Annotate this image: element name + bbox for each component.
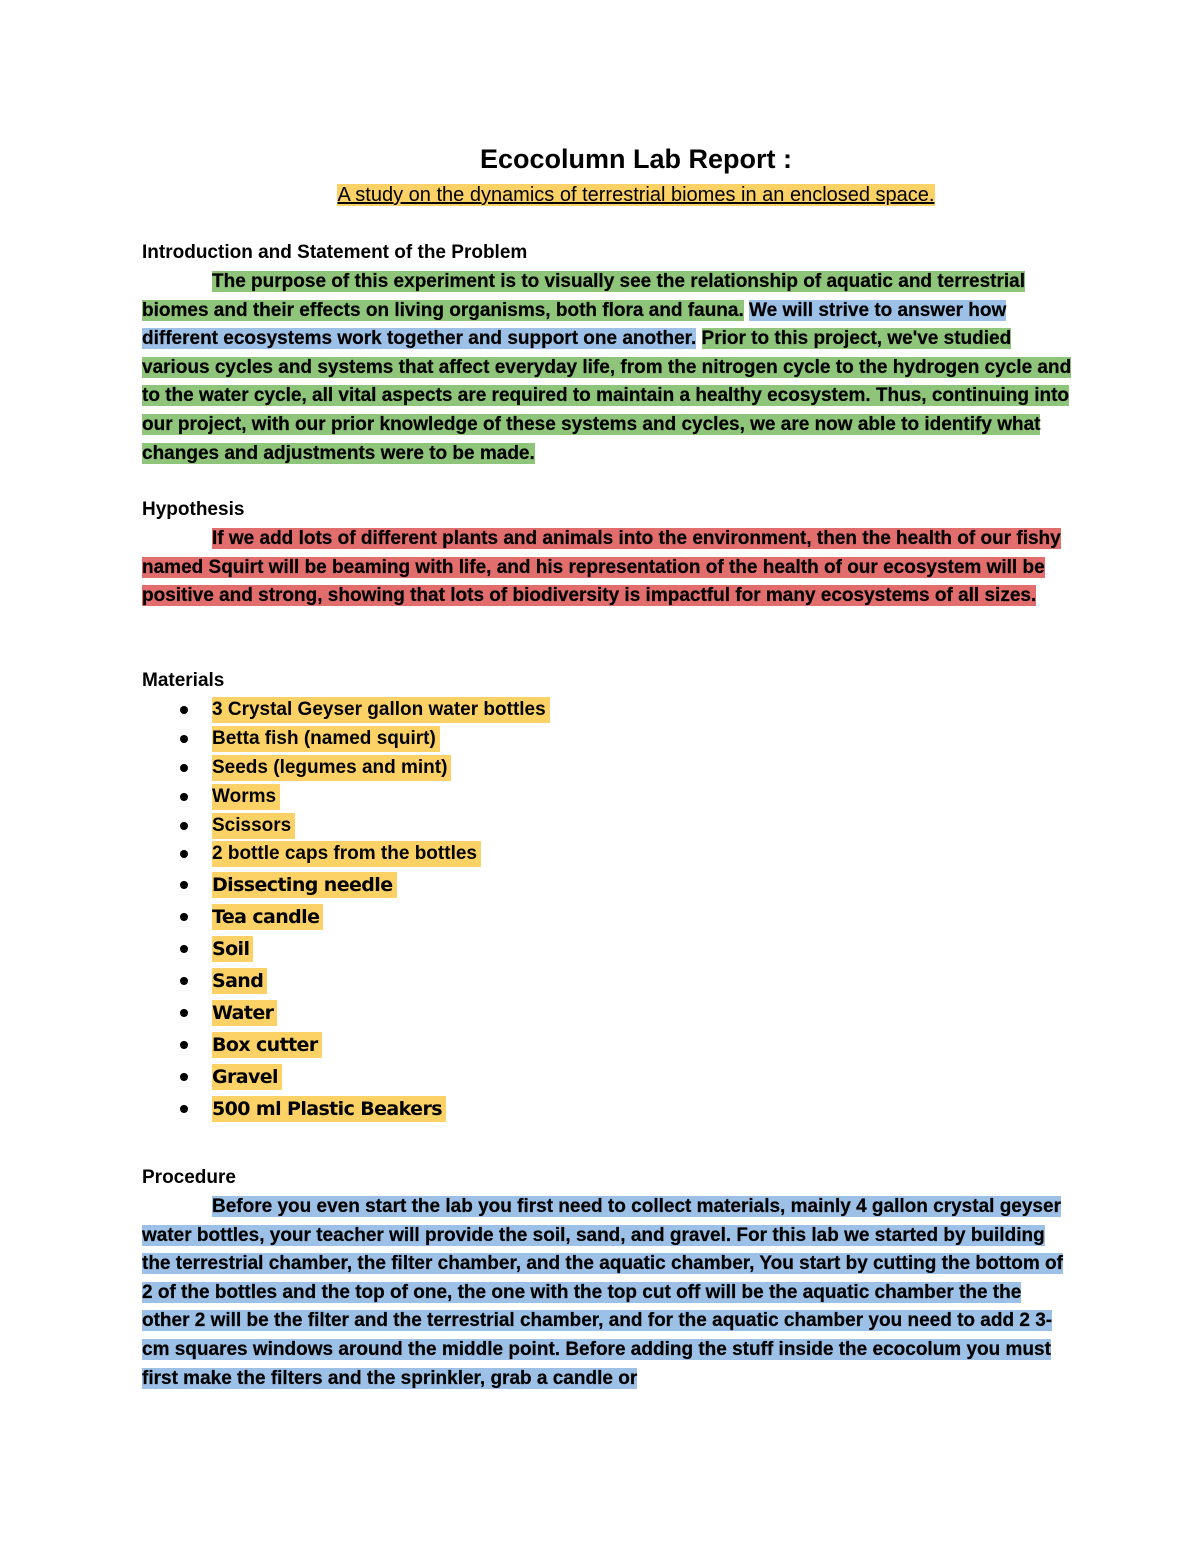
material-item-text: Dissecting needle [212,872,397,898]
material-item-text: 2 bottle caps from the bottles [212,841,481,867]
material-item-text: Tea candle [212,904,323,930]
material-item-text: Sand [212,968,267,994]
bullet-icon [180,764,188,772]
introduction-segment-purpose: The purpose of this experiment is to visually see the relationship of aquatic and terrestrial biomes and their effects on living organisms, both flora and fauna. [142,271,1025,321]
bullet-icon [180,1105,188,1113]
bullet-icon [180,881,188,889]
list-item [178,754,550,783]
hypothesis-text: If we add lots of different plants and animals into the environment, then the health of our fishy named Squirt will be beaming with life, and his representation of the health of our ecosystem will be positive and strong, showing that lots of biodiversity is impactful for many ecosystems of all sizes. [142,528,1061,607]
list-item [178,782,550,811]
procedure-heading: Procedure [142,1167,236,1188]
list-item [178,901,550,933]
list-item [178,933,550,965]
list-item [178,997,550,1029]
bullet-icon [180,977,188,985]
procedure-paragraph [142,1193,1072,1393]
report-title: Ecocolumn Lab Report : [479,144,793,174]
bullet-icon [180,1041,188,1049]
bullet-icon [180,735,188,743]
material-item-text: Worms [212,784,280,810]
introduction-paragraph [142,268,1072,468]
bullet-icon [180,793,188,801]
list-item [178,725,550,754]
bullet-icon [180,1073,188,1081]
bullet-icon [180,945,188,953]
material-item-text: Betta fish (named squirt) [212,726,440,752]
bullet-icon [180,706,188,714]
material-item-text: Seeds (legumes and mint) [212,755,451,781]
list-item [178,965,550,997]
material-item-text: 500 ml Plastic Beakers [212,1096,446,1122]
material-item-text: Water [212,1000,277,1026]
list-item [178,696,550,725]
hypothesis-heading: Hypothesis [142,499,245,520]
list-item [178,1061,550,1093]
bullet-icon [180,822,188,830]
materials-list [178,696,550,1125]
list-item [178,869,550,901]
introduction-heading: Introduction and Statement of the Problem [142,242,528,263]
materials-heading: Materials [142,670,225,691]
introduction-segment-goal: We will strive to answer how different ecosystems work together and support one another. [142,299,1007,350]
material-item-text: Scissors [212,813,295,839]
hypothesis-paragraph [142,525,1072,611]
material-item-text: Box cutter [212,1032,322,1058]
bullet-icon [180,1009,188,1017]
bullet-icon [180,850,188,858]
material-item-text: Gravel [212,1064,282,1090]
list-item [178,840,550,869]
introduction-segment-background: Prior to this project, we've studied various cycles and systems that affect everyday life, from the nitrogen cycle to the hydrogen cycle and to the water cycle, all vital aspects are required to maintain a healthy ecosystem. Thus, continuing into our project, with our prior knowledge of these systems and cycles, we are now able to identify what changes and adjustments were to be made. [142,328,1072,464]
material-item-text: 3 Crystal Geyser gallon water bottles [212,697,550,723]
list-item [178,811,550,840]
report-subtitle-text: A study on the dynamics of terrestrial biomes in an enclosed space. [337,184,935,206]
material-item-text: Soil [212,936,253,962]
list-item [178,1029,550,1061]
bullet-icon [180,913,188,921]
report-subtitle [0,180,1200,210]
procedure-text: Before you even start the lab you first need to collect materials, mainly 4 gallon crystal geyser water bottles, your teacher will provide the soil, sand, and gravel. For this lab we started by building the terrestrial chamber, the filter chamber, and the aquatic chamber, You start by cutting the bottom of 2 of the bottles and the top of one, the one with the top cut off will be the aquatic chamber the the other 2 will be the filter and the terrestrial chamber, and for the aquatic chamber you need to add 2 3-cm squares windows around the middle point. Before adding the stuff inside the ecocolum you must first make the filters and the sprinkler, grab a candle or [142,1196,1063,1389]
list-item [178,1093,550,1125]
